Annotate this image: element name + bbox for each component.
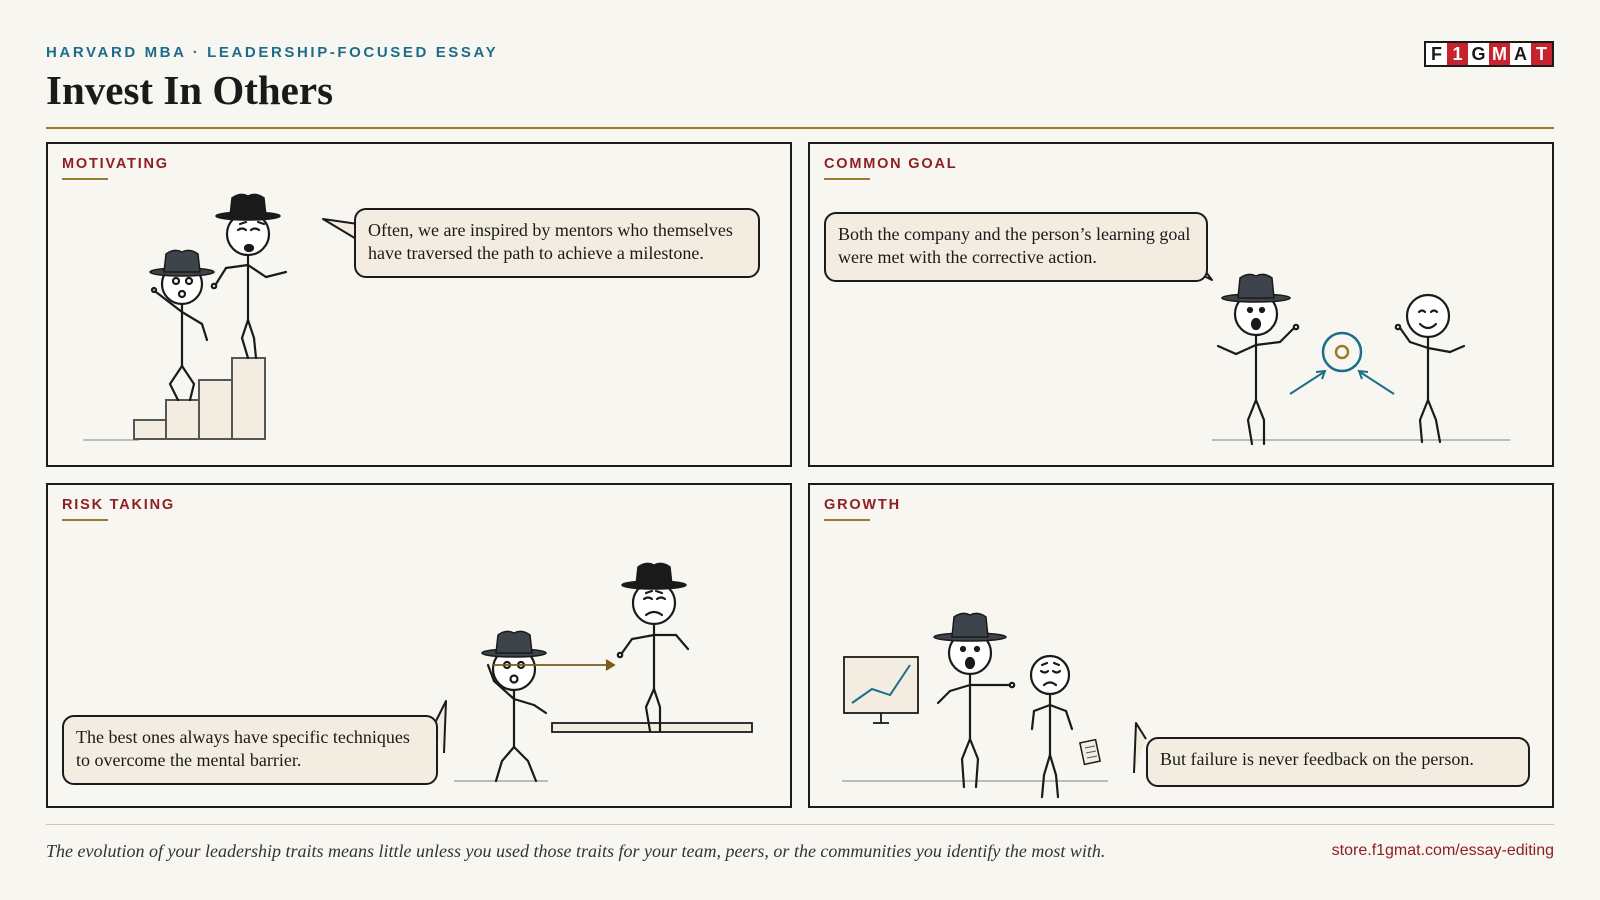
panel-label: COMMON GOAL: [824, 156, 958, 172]
panel-motivating: [46, 142, 792, 467]
leader-hat-icon: [1222, 274, 1290, 302]
panel-label: RISK TAKING: [62, 497, 175, 513]
panel-label: GROWTH: [824, 497, 901, 513]
footer-divider: [46, 824, 1554, 825]
common-goal-illustration: [810, 144, 1552, 465]
leader-figure: [1218, 293, 1298, 444]
store-link[interactable]: store.f1gmat.com/essay-editing: [1331, 842, 1554, 859]
mentee-hat-icon: [150, 250, 214, 276]
logo-letter: F: [1431, 44, 1442, 64]
learner-figure: [488, 648, 546, 781]
target-icon: [1290, 333, 1394, 394]
header-divider: [46, 127, 1554, 129]
chart-monitor-icon: [844, 657, 918, 723]
panel-label: MOTIVATING: [62, 156, 169, 172]
manager-hat-icon: [934, 613, 1006, 641]
speech-bubble: But failure is never feedback on the person.: [1146, 737, 1530, 787]
mentor-figure: [618, 582, 688, 731]
learner-hat-icon: [482, 631, 546, 657]
employee-figure: [1396, 295, 1464, 442]
mentor-hat-icon: [622, 563, 686, 589]
logo-letter: T: [1531, 43, 1552, 65]
employee-figure: [1031, 656, 1072, 797]
page-title: Invest In Others: [46, 67, 334, 113]
logo-letter: M: [1489, 43, 1510, 65]
logo-letter: A: [1514, 44, 1527, 64]
panel-risk-taking: [46, 483, 792, 808]
f1gmat-logo[interactable]: [1424, 41, 1554, 67]
speech-bubble: The best ones always have specific techniques to overcome the mental barrier.: [62, 715, 438, 785]
logo-letter: 1: [1447, 43, 1468, 65]
panel-common-goal: [808, 142, 1554, 467]
eyebrow: HARVARD MBA · LEADERSHIP-FOCUSED ESSAY: [46, 44, 499, 61]
mentor-figure: [212, 213, 286, 358]
speech-bubble: Often, we are inspired by mentors who themselves have traversed the path to achieve a milestone.: [354, 208, 760, 278]
footer-caption: The evolution of your leadership traits means little unless you used those traits for your team, peers, or the communities you identify the most with.: [46, 841, 1106, 861]
report-paper-icon: [1080, 740, 1100, 765]
speech-bubble: Both the company and the person’s learning goal were met with the corrective action.: [824, 212, 1208, 282]
logo-letter: G: [1471, 44, 1486, 64]
mentor-hat-icon: [216, 194, 280, 220]
motivating-illustration: [48, 144, 790, 465]
panel-growth: [808, 483, 1554, 808]
manager-figure: [938, 632, 1014, 787]
